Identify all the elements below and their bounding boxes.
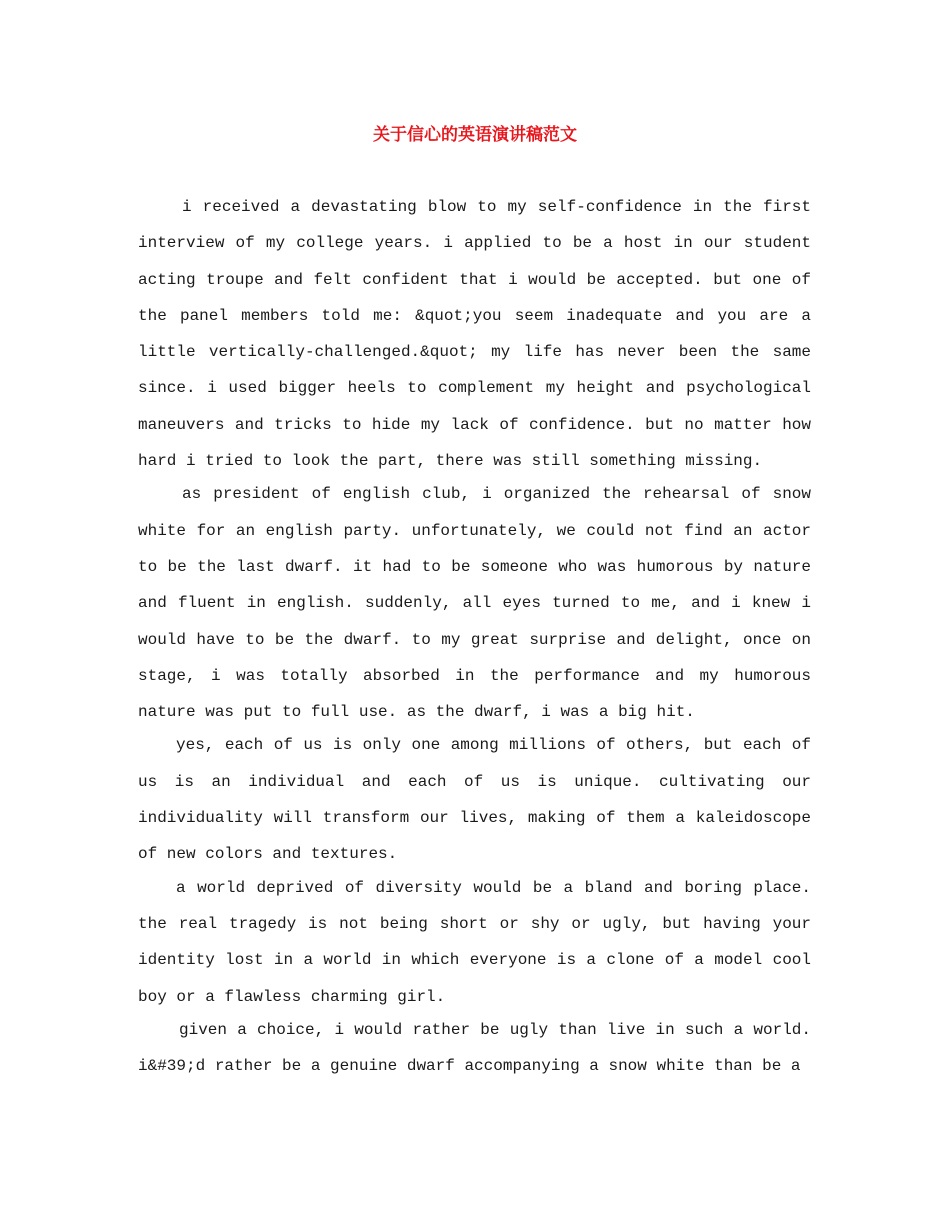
paragraph-1: i received a devastating blow to my self-confidence in the first interview of my college years. i applied to be a host in our student acting troupe and felt confident that i would be accepted. but one of the panel members told me: &quot;you seem inadequate and you are a little vertically-challenged.&quot; my life has never been the same since. i used bigger heels to complement my height and psychological maneuvers and tricks to hide my lack of confidence. but no matter how hard i tried to look the part, there was still something missing. bbox=[138, 198, 811, 471]
paragraph-3: yes, each of us is only one among millions of others, but each of us is an individual and each of us is unique. cultivating our individuality will transform our lives, making of them a kaleidoscope of new colors and textures. bbox=[138, 736, 811, 864]
document-title: 关于信心的英语演讲稿范文 bbox=[373, 125, 577, 145]
paragraph-2: as president of english club, i organized the rehearsal of snow white for an english party. unfortunately, we could not find an actor to be the last dwarf. it had to be someone who was humorous by nature and fluent in english. suddenly, all eyes turned to me, and i knew i would have to be the dwarf. to my great surprise and delight, once on stage, i was totally absorbed in the performance and my humorous nature was put to full use. as the dwarf, i was a big hit. bbox=[138, 485, 811, 722]
document-body bbox=[138, 189, 811, 1081]
paragraph-4: a world deprived of diversity would be a bland and boring place. the real tragedy is not being short or shy or ugly, but having your identity lost in a world in which everyone is a clone of a model cool boy or a flawless charming girl. bbox=[138, 878, 811, 1006]
paragraph-5: given a choice, i would rather be ugly than live in such a world. i&#39;d rather be a genuine dwarf accompanying a snow white than be a bbox=[138, 1020, 811, 1076]
